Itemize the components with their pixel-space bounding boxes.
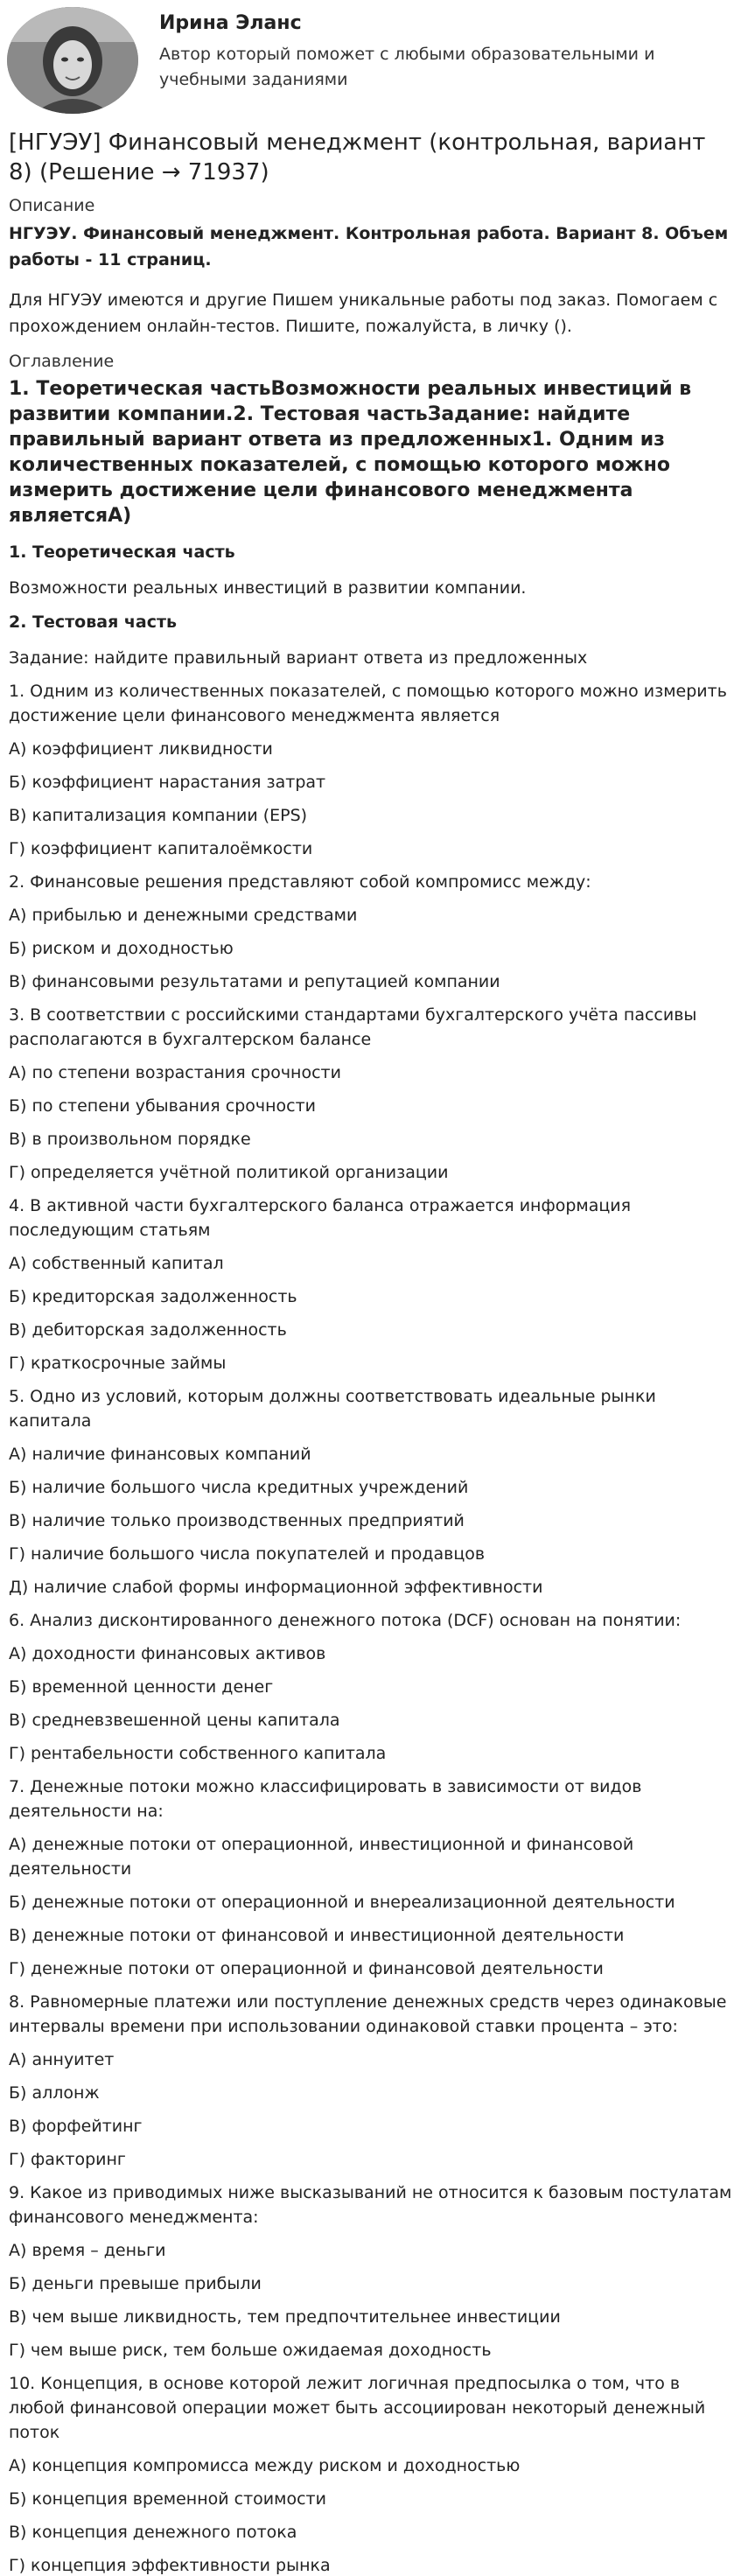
- answer-option: В) финансовыми результатами и репутацией компании: [9, 972, 500, 991]
- answer-option: А) коэффициент ликвидности: [9, 739, 273, 759]
- question-text: 1. Одним из количественных показателей, с помощью которого можно измерить достижение цели финансового менеджмента является: [9, 682, 727, 725]
- answer-option: А) прибылью и денежными средствами: [9, 906, 358, 925]
- question-text: 10. Концепция, в основе которой лежит логичная предпосылка о том, что в любой финансовой операции может быть ассоциирован некоторый денежный поток: [9, 2374, 706, 2442]
- answer-option: В) форфейтинг: [9, 2117, 143, 2136]
- part2-task: Задание: найдите правильный вариант ответа из предложенных: [9, 648, 588, 668]
- description-bold: НГУЭУ. Финансовый менеджмент. Контрольная работа. Вариант 8. Объем работы - 11 страниц.: [9, 224, 729, 270]
- answer-option: В) в произвольном порядке: [9, 1130, 251, 1149]
- answer-option: В) дебиторская задолженность: [9, 1320, 287, 1340]
- work-content: [0, 128, 741, 2576]
- author-avatar[interactable]: [7, 7, 138, 114]
- question-list: [9, 679, 732, 2576]
- answer-option: Б) риском и доходностью: [9, 939, 234, 958]
- answer-option: Г) чем выше риск, тем больше ожидаемая доходность: [9, 2341, 492, 2360]
- answer-option: В) чем выше ликвидность, тем предпочтительнее инвестиции: [9, 2307, 561, 2327]
- answer-option: А) собственный капитал: [9, 1254, 224, 1273]
- answer-option: В) капитализация компании (EPS): [9, 806, 308, 825]
- toc-label: Оглавление: [9, 352, 115, 371]
- question-text: 3. В соответствии с российскими стандартами бухгалтерского учёта пассивы располагаются в бухгалтерском балансе: [9, 1005, 697, 1049]
- answer-option: Б) по степени убывания срочности: [9, 1096, 317, 1116]
- part2-heading: 2. Тестовая часть: [9, 612, 178, 632]
- answer-option: А) денежные потоки от операционной, инвестиционной и финансовой деятельности: [9, 1835, 634, 1879]
- author-header: [0, 0, 741, 122]
- answer-option: А) аннуитет: [9, 2050, 115, 2069]
- answer-option: Б) наличие большого числа кредитных учреждений: [9, 1478, 469, 1497]
- toc-heading: 1. Теоретическая частьВозможности реальных инвестиций в развитии компании.2. Тестовая частьЗадание: найдите правильный вариант ответа из предложенных1. Одним из количественных показателей, с помощью которого можно измерить достижение цели финансового менеджмента являетсяА): [9, 378, 692, 527]
- answer-option: Б) аллонж: [9, 2083, 100, 2103]
- answer-option: Б) концепция временной стоимости: [9, 2489, 326, 2509]
- answer-option: Г) рентабельности собственного капитала: [9, 1744, 387, 1763]
- answer-option: Д) наличие слабой формы информационной эффективности: [9, 1578, 543, 1597]
- answer-option: Г) определяется учётной политикой организации: [9, 1163, 449, 1182]
- question-text: 7. Денежные потоки можно классифицировать в зависимости от видов деятельности на:: [9, 1777, 642, 1821]
- question-text: 4. В активной части бухгалтерского баланса отражается информация последующим статьям: [9, 1196, 632, 1240]
- answer-option: В) наличие только производственных предприятий: [9, 1511, 465, 1530]
- answer-option: А) доходности финансовых активов: [9, 1644, 326, 1663]
- question-text: 8. Равномерные платежи или поступление денежных средств через одинаковые интервалы времени при использовании одинаковой ставки процента – это:: [9, 1992, 727, 2036]
- answer-option: Г) коэффициент капиталоёмкости: [9, 839, 313, 858]
- part1-heading: 1. Теоретическая часть: [9, 542, 235, 562]
- answer-option: Г) денежные потоки от операционной и финансовой деятельности: [9, 1959, 604, 1978]
- question-text: 5. Одно из условий, которым должны соответствовать идеальные рынки капитала: [9, 1387, 656, 1431]
- work-title: [НГУЭУ] Финансовый менеджмент (контрольная, вариант 8) (Решение → 71937): [9, 130, 706, 186]
- answer-option: А) время – деньги: [9, 2241, 166, 2260]
- answer-option: В) концепция денежного потока: [9, 2523, 297, 2542]
- author-description: Автор который поможет с любыми образовательными и учебными заданиями: [159, 45, 655, 89]
- answer-option: Г) факторинг: [9, 2150, 126, 2169]
- answer-option: Г) наличие большого числа покупателей и продавцов: [9, 1544, 486, 1564]
- answer-option: Г) краткосрочные займы: [9, 1354, 227, 1373]
- question-text: 2. Финансовые решения представляют собой компромисс между:: [9, 872, 591, 892]
- description-text: Для НГУЭУ имеются и другие Пишем уникальные работы под заказ. Помогаем с прохождением онлайн-тестов. Пишите, пожалуйста, в личку ().: [9, 290, 718, 336]
- question-text: 6. Анализ дисконтированного денежного потока (DCF) основан на понятии:: [9, 1611, 682, 1630]
- answer-option: В) денежные потоки от финансовой и инвестиционной деятельности: [9, 1926, 625, 1945]
- answer-option: А) по степени возрастания срочности: [9, 1063, 341, 1082]
- answer-option: Б) денежные потоки от операционной и внереализационной деятельности: [9, 1893, 675, 1912]
- description-label: Описание: [9, 196, 95, 215]
- answer-option: Б) кредиторская задолженность: [9, 1287, 297, 1306]
- answer-option: В) средневзвешенной цены капитала: [9, 1711, 340, 1730]
- part1-text: Возможности реальных инвестиций в развитии компании.: [9, 578, 527, 598]
- author-name[interactable]: Ирина Эланс: [159, 12, 302, 34]
- question-text: 9. Какое из приводимых ниже высказываний не относится к базовым постулатам финансового менеджмента:: [9, 2183, 732, 2227]
- author-photo: [7, 7, 138, 114]
- answer-option: Б) временной ценности денег: [9, 1677, 274, 1697]
- answer-option: А) концепция компромисса между риском и доходностью: [9, 2456, 521, 2475]
- answer-option: Б) коэффициент нарастания затрат: [9, 773, 326, 792]
- answer-option: Г) концепция эффективности рынка: [9, 2556, 331, 2575]
- answer-option: А) наличие финансовых компаний: [9, 1445, 311, 1464]
- answer-option: Б) деньги превыше прибыли: [9, 2274, 262, 2293]
